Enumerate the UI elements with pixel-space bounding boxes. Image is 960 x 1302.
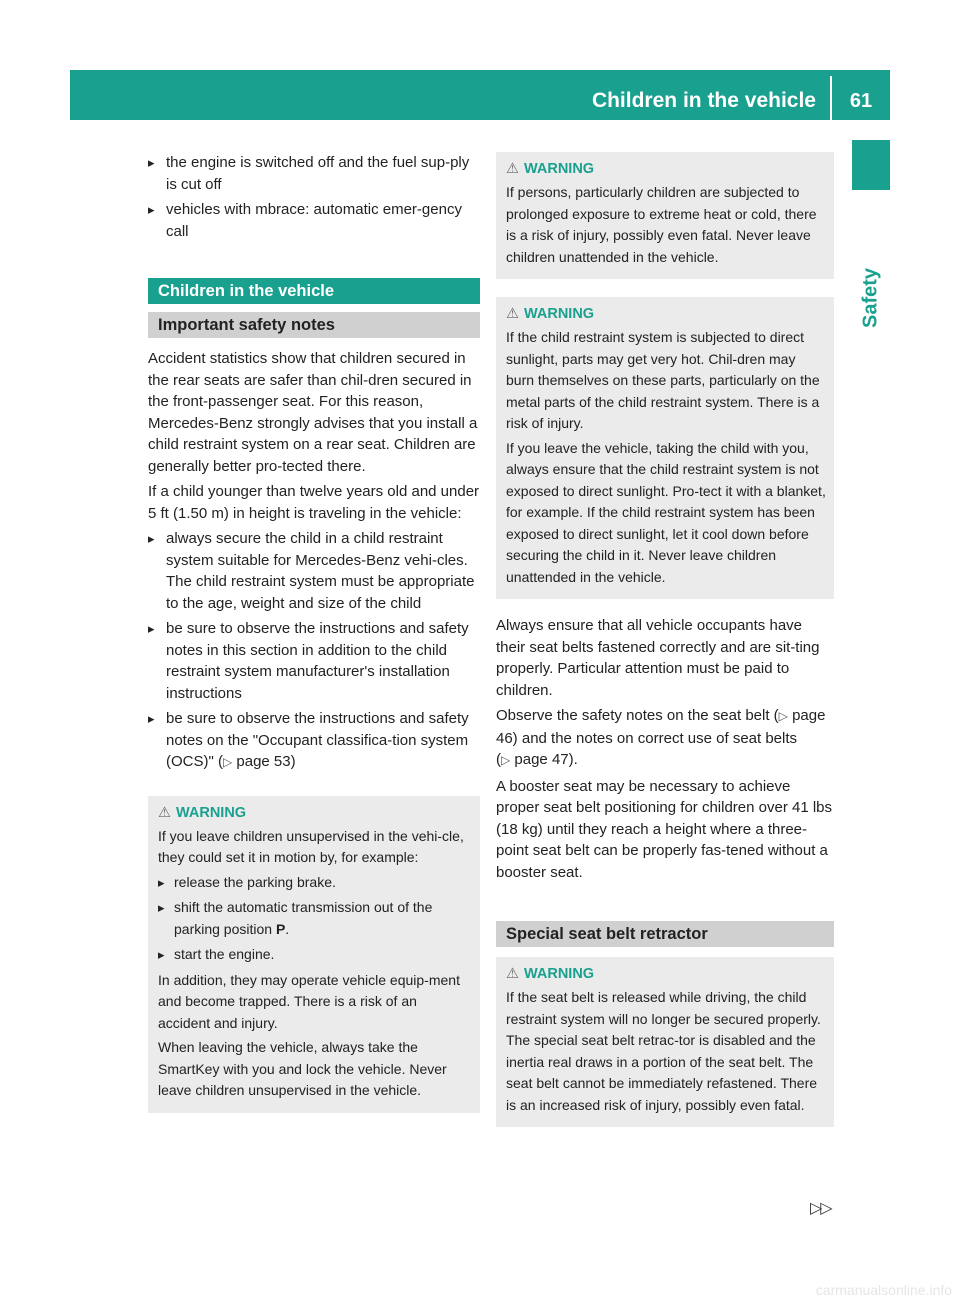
paragraph [496,705,834,772]
page-ref[interactable]: page 53) [236,753,296,770]
subsection-heading: Important safety notes [148,312,480,338]
warning-label: WARNING [524,966,595,982]
warning-box [496,297,834,599]
warning-heading [506,963,826,985]
header-title: Children in the vehicle [591,89,816,112]
list-item: ▸ the engine is switched off and the fuel sup-ply is cut off [148,152,480,195]
warning-text: When leaving the vehicle, always take the SmartKey with you and lock the vehicle. Never leave children unsupervised in the vehicle. [158,1039,447,1098]
right-column [496,152,834,1143]
warning-triangle-icon: ⚠ [158,804,171,821]
page-header [70,70,890,120]
paragraph-text: Observe the safety notes on the seat belt ( [496,707,779,724]
paragraph: Accident statistics show that children secured in the rear seats are safer than chil-dren secured in the front-passenger seat. For this reason, Mercedes-Benz strongly advises that you install a child restraint system on a rear seat. Children are generally better pro-tected there. [148,350,478,475]
warning-label: WARNING [176,804,247,821]
warning-heading [506,158,826,180]
warning-box [148,796,480,1113]
page-ref-arrow-icon: ▷ [222,755,233,769]
warning-text: In addition, they may operate vehicle equip-ment and become trapped. There is a risk of an accident and injury. [158,971,460,1031]
list-item-text: shift the automatic transmission out of the parking position [174,899,433,937]
section-heading: Children in the vehicle [148,278,480,304]
subsection-heading: Special seat belt retractor [496,921,834,947]
list-item: ▸ always secure the child in a child restraint system suitable for Mercedes-Benz vehi-cles. The child restraint system must be appropriate to the age, weight and size of the child [148,528,480,614]
page-ref-arrow-icon: ▷ [501,753,511,767]
warning-label: WARNING [524,306,595,322]
side-tab-marker [852,140,890,190]
list-item: ▸ vehicles with mbrace: automatic emer-gency call [148,199,480,242]
left-column [148,152,480,1129]
list-item: ▸ start the engine. [158,944,472,966]
page-ref-arrow-icon: ▷ [778,709,788,723]
list-item: ▸ shift the automatic transmission out of the parking position P. [158,897,472,940]
list-item: ▸ be sure to observe the instructions and safety notes in this section in addition to the child restraint system manufacturer's installation instructions [148,618,480,704]
warning-heading [506,303,826,325]
warning-box [496,152,834,279]
watermark: carmanualsonline.info [815,1282,952,1298]
warning-text: If you leave children unsupervised in the vehi-cle, they could set it in motion by, for example: [158,827,464,865]
paragraph: Always ensure that all vehicle occupants have their seat belts fastened correctly and are sit-ting properly. Particular attention must be paid to children. [496,617,820,699]
list-item: ▸ release the parking brake. [158,872,472,894]
warning-text: If persons, particularly children are subjected to prolonged exposure to extreme heat or cold, there is a risk of injury, possibly even fatal. Never leave children unattended in the vehicle. [506,184,817,265]
side-tab [852,258,890,338]
warning-heading [158,802,472,824]
page-ref[interactable]: page 46) and the notes on correct use of seat belts ( [496,707,826,768]
list-item-text: be sure to observe the instructions and safety notes on the "Occupant classifica-tion system (OCS)" ( [166,710,469,770]
warning-label: WARNING [524,161,595,177]
paragraph: A booster seat may be necessary to achieve proper seat belt positioning for children over 41 lbs (18 kg) until they reach a height where a three-point seat belt can be properly fas-tened without a booster seat. [496,777,833,881]
warning-text: If the seat belt is released while driving, the child restraint system will no longer be secured properly. The special seat belt retrac-tor is disabled and the inertia real draws in a portion of the seat belt. The seat belt cannot be immediately refastened. There is an increased risk of injury, possibly even fatal. [506,989,821,1113]
warning-box [496,957,834,1127]
paragraph: If a child younger than twelve years old and under 5 ft (1.50 m) in height is traveling in the vehicle: [148,483,480,522]
gear-position: P [275,920,286,937]
warning-triangle-icon: ⚠ [506,966,519,982]
warning-triangle-icon: ⚠ [506,161,519,177]
warning-text: If the child restraint system is subjected to direct sunlight, parts may get very hot. Chil-dren may burn themselves on these parts, particularly on the metal parts of the child restraint system. There is a risk of injury. [506,329,820,431]
warning-triangle-icon: ⚠ [506,306,519,322]
page-ref[interactable]: page 47). [514,751,578,768]
warning-text: If you leave the vehicle, taking the child with you, always ensure that the child restraint system is not exposed to direct sunlight. Pro-tect it with a blanket, for example. If the child restraint system has been exposed to direct sunlight, let it cool down before securing the child in it. Never leave children unattended in the vehicle. [506,439,826,585]
page-number: 61 [849,90,873,112]
list-item [148,708,480,774]
side-tab-label: Safety [859,267,882,329]
continue-mark-icon: ▷▷ [810,1200,831,1217]
